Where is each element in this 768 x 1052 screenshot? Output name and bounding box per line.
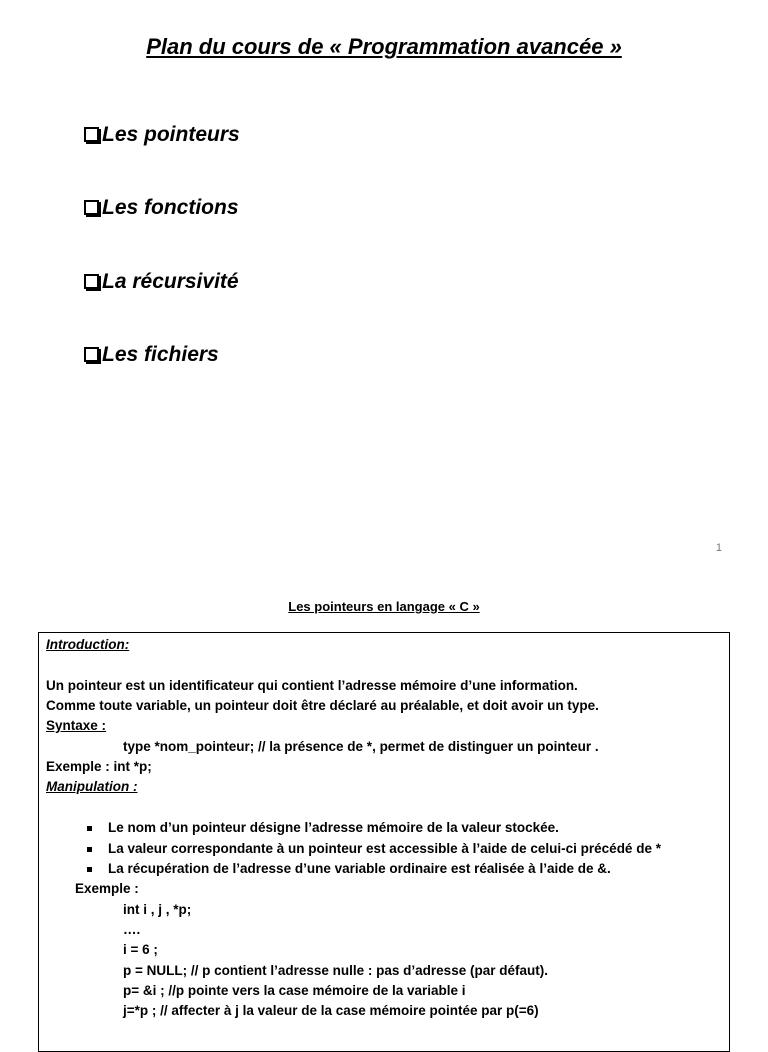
syntaxe-heading: Syntaxe :: [46, 718, 107, 733]
slide-2-title: Les pointeurs en langage « C »: [288, 599, 480, 614]
code-line: ….: [123, 922, 141, 937]
topic-item: [84, 343, 219, 367]
code-line: int i , j , *p;: [123, 902, 192, 917]
code-line: j=*p ; // affecter à j la valeur de la case mémoire pointée par p(=6): [123, 1003, 539, 1018]
topic-label: Les fonctions: [102, 196, 239, 219]
code-line: p = NULL; // p contient l’adresse nulle : pas d’adresse (par défaut).: [123, 963, 548, 978]
checkbox-icon: [84, 274, 99, 289]
syntaxe-line: type *nom_pointeur; // la présence de *, permet de distinguer un pointeur .: [123, 739, 599, 754]
exemple-heading: Exemple :: [75, 881, 139, 896]
checkbox-icon: [84, 127, 99, 142]
bullet-text: La valeur correspondante à un pointeur est accessible à l’aide de celui-ci précédé de *: [108, 841, 661, 856]
code-line: p= &i ; //p pointe vers la case mémoire de la variable i: [123, 983, 466, 998]
checkbox-icon: [84, 347, 99, 362]
page-number: 1: [715, 542, 722, 554]
slide-1-title: Plan du cours de « Programmation avancée »: [146, 34, 622, 59]
exemple-line: Exemple : int *p;: [46, 759, 152, 774]
topic-label: Les pointeurs: [102, 123, 240, 146]
topic-item: [84, 196, 239, 220]
bullet-icon: [87, 867, 92, 872]
bullet-icon: [87, 826, 92, 831]
topic-label: Les fichiers: [102, 343, 219, 366]
bullet-text: Le nom d’un pointeur désigne l’adresse mémoire de la valeur stockée.: [108, 820, 559, 835]
topic-label: La récursivité: [102, 270, 239, 293]
topic-item: [84, 123, 240, 147]
intro-line: Un pointeur est un identificateur qui contient l’adresse mémoire d’une information.: [46, 678, 578, 693]
content-box: [38, 632, 730, 1052]
manipulation-heading: Manipulation :: [46, 779, 138, 794]
introduction-heading: Introduction:: [46, 637, 130, 652]
topic-item: [84, 270, 239, 294]
bullet-text: La récupération de l’adresse d’une variable ordinaire est réalisée à l’aide de &.: [108, 861, 611, 876]
code-line: i = 6 ;: [123, 942, 158, 957]
bullet-icon: [87, 847, 92, 852]
intro-line: Comme toute variable, un pointeur doit être déclaré au préalable, et doit avoir un type.: [46, 698, 599, 713]
checkbox-icon: [84, 200, 99, 215]
